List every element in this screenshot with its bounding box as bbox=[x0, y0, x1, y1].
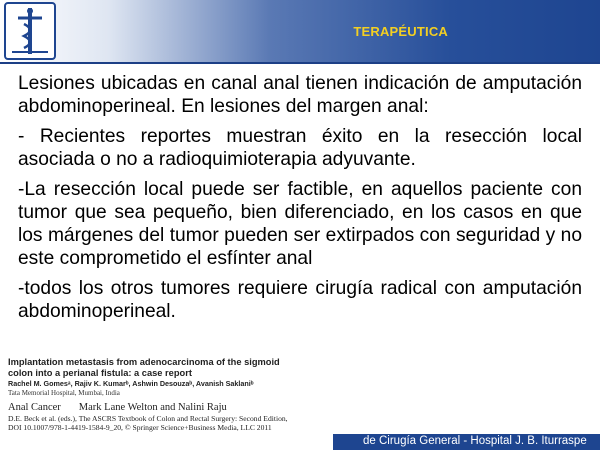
slide-body bbox=[18, 72, 582, 330]
header-divider bbox=[0, 62, 600, 64]
article-title-line-2: colon into a perianal fistula: a case report bbox=[8, 368, 192, 378]
body-paragraph: Lesiones ubicadas en canal anal tienen indicación de amputación abdominoperineal. En lesiones del margen anal: bbox=[18, 73, 582, 117]
hospital-logo bbox=[4, 2, 56, 60]
slide-title: TERAPÉUTICA bbox=[353, 24, 448, 39]
citation-line-1: D.E. Beck et al. (eds.), The ASCRS Textbook of Colon and Rectal Surgery: Second Edition, bbox=[8, 414, 288, 423]
book-reference bbox=[8, 401, 348, 414]
body-paragraph: -La resección local puede ser factible, en aquellos paciente con tumor que sea pequeño, bien diferenciado, en los casos en que los márgenes del tumor pueden ser extirpados con seguridad y no este comprometido el esfínter anal bbox=[18, 179, 582, 269]
article-institution: Tata Memorial Hospital, Mumbai, India bbox=[8, 389, 120, 397]
book-chapter: Anal Cancer bbox=[8, 402, 61, 413]
body-paragraph: - Recientes reportes muestran éxito en la resección local asociada o no a radioquimioterapia adyuvante. bbox=[18, 126, 582, 170]
book-authors: Mark Lane Welton and Nalini Raju bbox=[78, 402, 227, 413]
footer-text: de Cirugía General - Hospital J. B. Iturraspe bbox=[363, 435, 587, 447]
references-block bbox=[8, 357, 348, 432]
article-authors: Rachel M. Gomesᵃ, Rajiv K. Kumarᵇ, Ashwin Desouzaᵇ, Avanish Saklaniᵇ bbox=[8, 379, 254, 388]
slide-footer bbox=[333, 434, 600, 450]
article-title-line-1: Implantation metastasis from adenocarcinoma of the sigmoid bbox=[8, 357, 280, 367]
body-paragraph: -todos los otros tumores requiere cirugía radical con amputación abdominoperineal. bbox=[18, 278, 582, 322]
slide-header bbox=[0, 0, 600, 62]
citation-line-2: DOI 10.1007/978-1-4419-1584-9_20, © Springer Science+Business Media, LLC 2011 bbox=[8, 423, 272, 432]
